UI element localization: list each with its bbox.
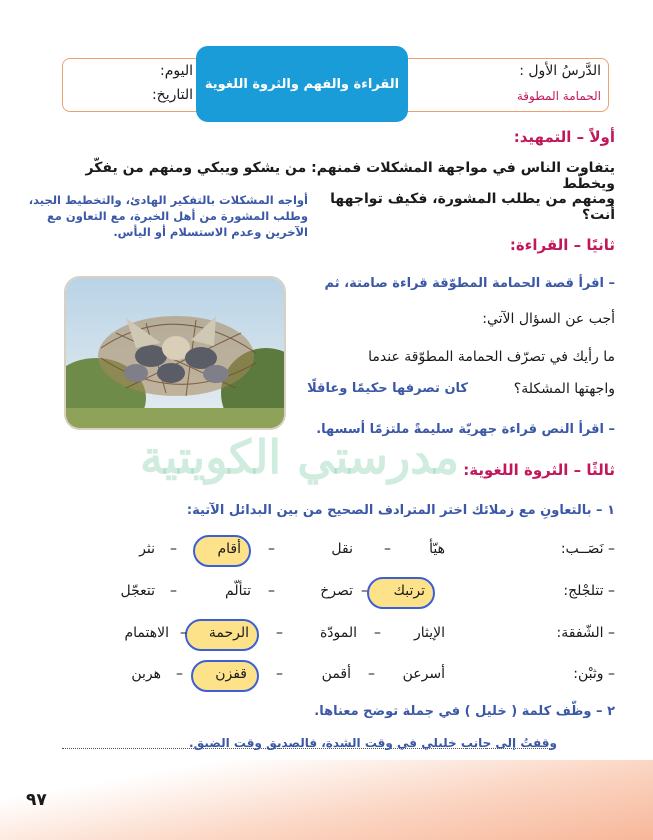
vocab-option[interactable]: الاهتمام xyxy=(124,625,169,641)
vocab-word: – الشّفقة: xyxy=(556,625,615,641)
lesson-title: القراءة والفهم والثروة اللغوية xyxy=(204,76,400,92)
reading-instruction-2: – اقرأ النص قراءة جهريّة سليمةً ملتزمًا أسسها. xyxy=(316,422,615,437)
vocab-word: – تتلجْلج: xyxy=(563,583,615,599)
section1-paragraph-line1: يتفاوت الناس في مواجهة المشكلات فمنهم: من يشكو ويبكي ومنهم من يفكّر ويخطّط xyxy=(85,160,615,192)
day-label: اليوم: xyxy=(160,63,193,79)
reading-instruction-1: – اقرأ قصة الحمامة المطوّقة قراءة صامتة، ثم xyxy=(324,276,615,291)
question-line-1: ما رأيك في تصرّف الحمامة المطوّقة عندما xyxy=(368,349,615,365)
section2-heading: ثانيًا – القراءة: xyxy=(509,236,615,254)
lesson-title-banner xyxy=(196,46,408,122)
doves-image xyxy=(66,278,284,428)
section3-heading: ثالثًا – الثروة اللغوية: xyxy=(463,461,615,479)
section1-heading: أولاً – التمهيد: xyxy=(513,128,615,146)
vocab-option[interactable]: أقمن xyxy=(321,666,351,682)
section1-answer: أواجه المشكلات بالتفكير الهادئ، والتخطيط الجيد، وطلب المشورة من أهل الخبرة، مع التعاون مع الآخرين وعدم الاستسلام أو اليأس. xyxy=(28,193,308,239)
vocab-option-selected[interactable]: أقام xyxy=(217,541,241,557)
vocab-option[interactable]: نقل xyxy=(331,541,353,557)
vocab-option[interactable]: نثر xyxy=(139,541,155,557)
vocab-option[interactable]: تتألّم xyxy=(225,583,251,599)
doves-in-net-illustration xyxy=(64,276,286,430)
vocab-answer-2[interactable]: وقفتُ إلى جانب خليلي في وقت الشدة، فالصديق وقت الضيق. xyxy=(189,736,557,750)
watermark: مدرستي الكويتية xyxy=(140,430,459,484)
vocab-row: – تتلجْلج: تصرخ – ترتبك – تتألّم – تتعجّل xyxy=(0,583,653,607)
vocab-option[interactable]: تصرخ xyxy=(320,583,353,599)
question-line-2: واجهتها المشكلة؟ xyxy=(513,381,615,397)
bottom-decorative-band xyxy=(0,760,653,840)
vocab-word: – وثبْن: xyxy=(573,666,615,682)
vocab-option-selected[interactable]: الرحمة xyxy=(208,625,249,641)
lesson-subtitle: الحمامة المطوقة xyxy=(516,89,601,103)
vocab-option[interactable]: هيّأ xyxy=(429,541,445,557)
vocab-word: – نَصَــب: xyxy=(560,541,615,557)
vocab-row: – وثبْن: أسرعن – أقمن – قفزن – هربن xyxy=(0,666,653,690)
date-label: التاريخ: xyxy=(151,87,193,103)
vocab-option[interactable]: أسرعن xyxy=(402,666,445,682)
reading-answer: كان تصرفها حكيمًا وعاقلًا xyxy=(307,381,468,396)
vocab-row: – نَصَــب: هيّأ – نقل – أقام – نثر xyxy=(0,541,653,565)
vocab-option-selected[interactable]: قفزن xyxy=(215,666,247,682)
reading-instruction-1b: أجب عن السؤال الآتي: xyxy=(482,311,615,327)
section1-paragraph-line2: ومنهم من يطلب المشورة، فكيف تواجهها أنت؟ xyxy=(330,191,615,223)
vocab-option[interactable]: الإيثار xyxy=(413,625,445,641)
lesson-label: الدَّرسُ الأول : xyxy=(519,63,601,79)
vocab-option[interactable]: هربن xyxy=(131,666,161,682)
vocab-row: – الشّفقة: الإيثار – المودّة – الرحمة – الاهتمام xyxy=(0,625,653,649)
page-number: ٩٧ xyxy=(26,790,47,810)
vocab-instruction-2: ٢ – وظّف كلمة ( خليل ) في جملة توضح معناها. xyxy=(314,704,615,719)
vocab-option[interactable]: المودّة xyxy=(319,625,357,641)
vocab-instruction-1: ١ – بالتعاونِ مع زملائك اختر المترادف الصحيح من بين البدائل الآتية: xyxy=(186,503,615,518)
vocab-option-selected[interactable]: ترتبك xyxy=(393,583,425,599)
vocab-option[interactable]: تتعجّل xyxy=(120,583,155,599)
